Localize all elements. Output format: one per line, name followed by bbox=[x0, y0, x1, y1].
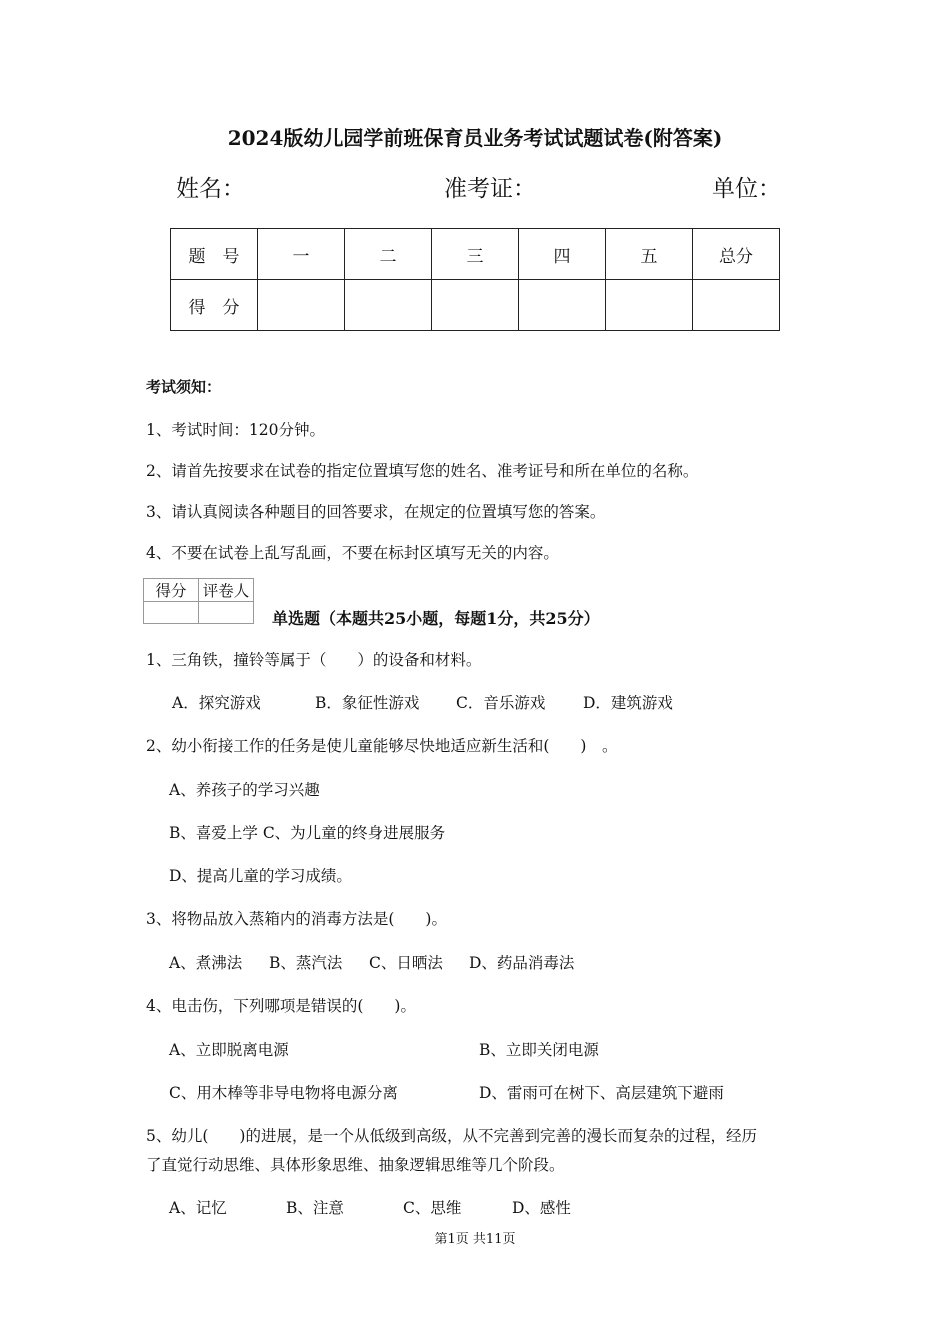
question-3-option-a: A、煮沸法 bbox=[169, 954, 243, 972]
question-1-option-d: D．建筑游戏 bbox=[583, 694, 673, 712]
score-table-score-row bbox=[171, 280, 780, 331]
question-1-option-c: C．音乐游戏 bbox=[456, 694, 546, 712]
score-header-2: 二 bbox=[345, 229, 432, 280]
unit-field-label: 单位： bbox=[712, 176, 781, 202]
notice-heading: 考试须知： bbox=[146, 378, 222, 396]
score-cell[interactable] bbox=[693, 280, 780, 331]
score-cell[interactable] bbox=[258, 280, 345, 331]
question-1-option-a: A．探究游戏 bbox=[172, 694, 261, 712]
question-1-option-b: B．象征性游戏 bbox=[315, 694, 420, 712]
score-header-1: 一 bbox=[258, 229, 345, 280]
grader-name-label: 评卷人 bbox=[199, 579, 254, 602]
question-2-stem: 2、幼小衔接工作的任务是使儿童能够尽快地适应新生活和( ) 。 bbox=[146, 737, 618, 755]
score-cell[interactable] bbox=[519, 280, 606, 331]
notice-item: 4、不要在试卷上乱写乱画，不要在标封区填写无关的内容。 bbox=[146, 544, 559, 562]
score-header-label: 题 号 bbox=[171, 229, 258, 280]
document-title: 2024版幼儿园学前班保育员业务考试试题试卷(附答案) bbox=[227, 126, 723, 150]
question-1-stem: 1、三角铁，撞铃等属于（ ）的设备和材料。 bbox=[146, 651, 482, 669]
score-row-label: 得 分 bbox=[171, 280, 258, 331]
notice-item: 3、请认真阅读各种题目的回答要求，在规定的位置填写您的答案。 bbox=[146, 503, 606, 521]
page-footer: 第1页 共11页 bbox=[434, 1232, 516, 1247]
question-4-option-b: B、立即关闭电源 bbox=[479, 1041, 599, 1059]
score-cell[interactable] bbox=[432, 280, 519, 331]
exam-id-field-label: 准考证： bbox=[444, 176, 536, 202]
question-4-option-c: C、用木棒等非导电物将电源分离 bbox=[169, 1084, 398, 1102]
score-cell[interactable] bbox=[606, 280, 693, 331]
question-2-option-bc: B、喜爱上学 C、为儿童的终身进展服务 bbox=[169, 824, 446, 842]
question-5-option-c: C、思维 bbox=[403, 1199, 462, 1217]
question-5-stem-line-2: 了直觉行动思维、具体形象思维、抽象逻辑思维等几个阶段。 bbox=[146, 1156, 565, 1174]
score-header-4: 四 bbox=[519, 229, 606, 280]
question-5-option-d: D、感性 bbox=[512, 1199, 571, 1217]
grader-name-cell[interactable] bbox=[199, 602, 254, 624]
question-3-option-b: B、蒸汽法 bbox=[269, 954, 343, 972]
question-2-option-d: D、提高儿童的学习成绩。 bbox=[169, 867, 352, 885]
question-3-option-c: C、日晒法 bbox=[369, 954, 443, 972]
grader-table bbox=[143, 578, 254, 624]
score-header-3: 三 bbox=[432, 229, 519, 280]
score-table-header-row bbox=[171, 229, 780, 280]
score-header-total: 总分 bbox=[693, 229, 780, 280]
score-header-5: 五 bbox=[606, 229, 693, 280]
question-5-option-b: B、注意 bbox=[286, 1199, 344, 1217]
question-3-stem: 3、将物品放入蒸箱内的消毒方法是( )。 bbox=[146, 910, 447, 928]
grader-score-cell[interactable] bbox=[144, 602, 199, 624]
score-table bbox=[170, 228, 780, 331]
question-4-option-d: D、雷雨可在树下、高层建筑下避雨 bbox=[479, 1084, 724, 1102]
notice-item: 1、考试时间：120分钟。 bbox=[146, 421, 325, 439]
question-5-stem-line-1: 5、幼儿( )的进展，是一个从低级到高级，从不完善到完善的漫长而复杂的过程，经历 bbox=[146, 1127, 757, 1145]
name-field-label: 姓名： bbox=[176, 176, 245, 202]
question-3-option-d: D、药品消毒法 bbox=[469, 954, 575, 972]
question-2-option-a: A、养孩子的学习兴趣 bbox=[169, 781, 320, 799]
score-cell[interactable] bbox=[345, 280, 432, 331]
question-4-stem: 4、电击伤，下列哪项是错误的( )。 bbox=[146, 997, 416, 1015]
section-title: 单选题（本题共25小题，每题1分，共25分） bbox=[272, 609, 600, 628]
grader-score-label: 得分 bbox=[144, 579, 199, 602]
question-4-option-a: A、立即脱离电源 bbox=[169, 1041, 289, 1059]
question-5-option-a: A、记忆 bbox=[169, 1199, 227, 1217]
notice-item: 2、请首先按要求在试卷的指定位置填写您的姓名、准考证号和所在单位的名称。 bbox=[146, 462, 699, 480]
